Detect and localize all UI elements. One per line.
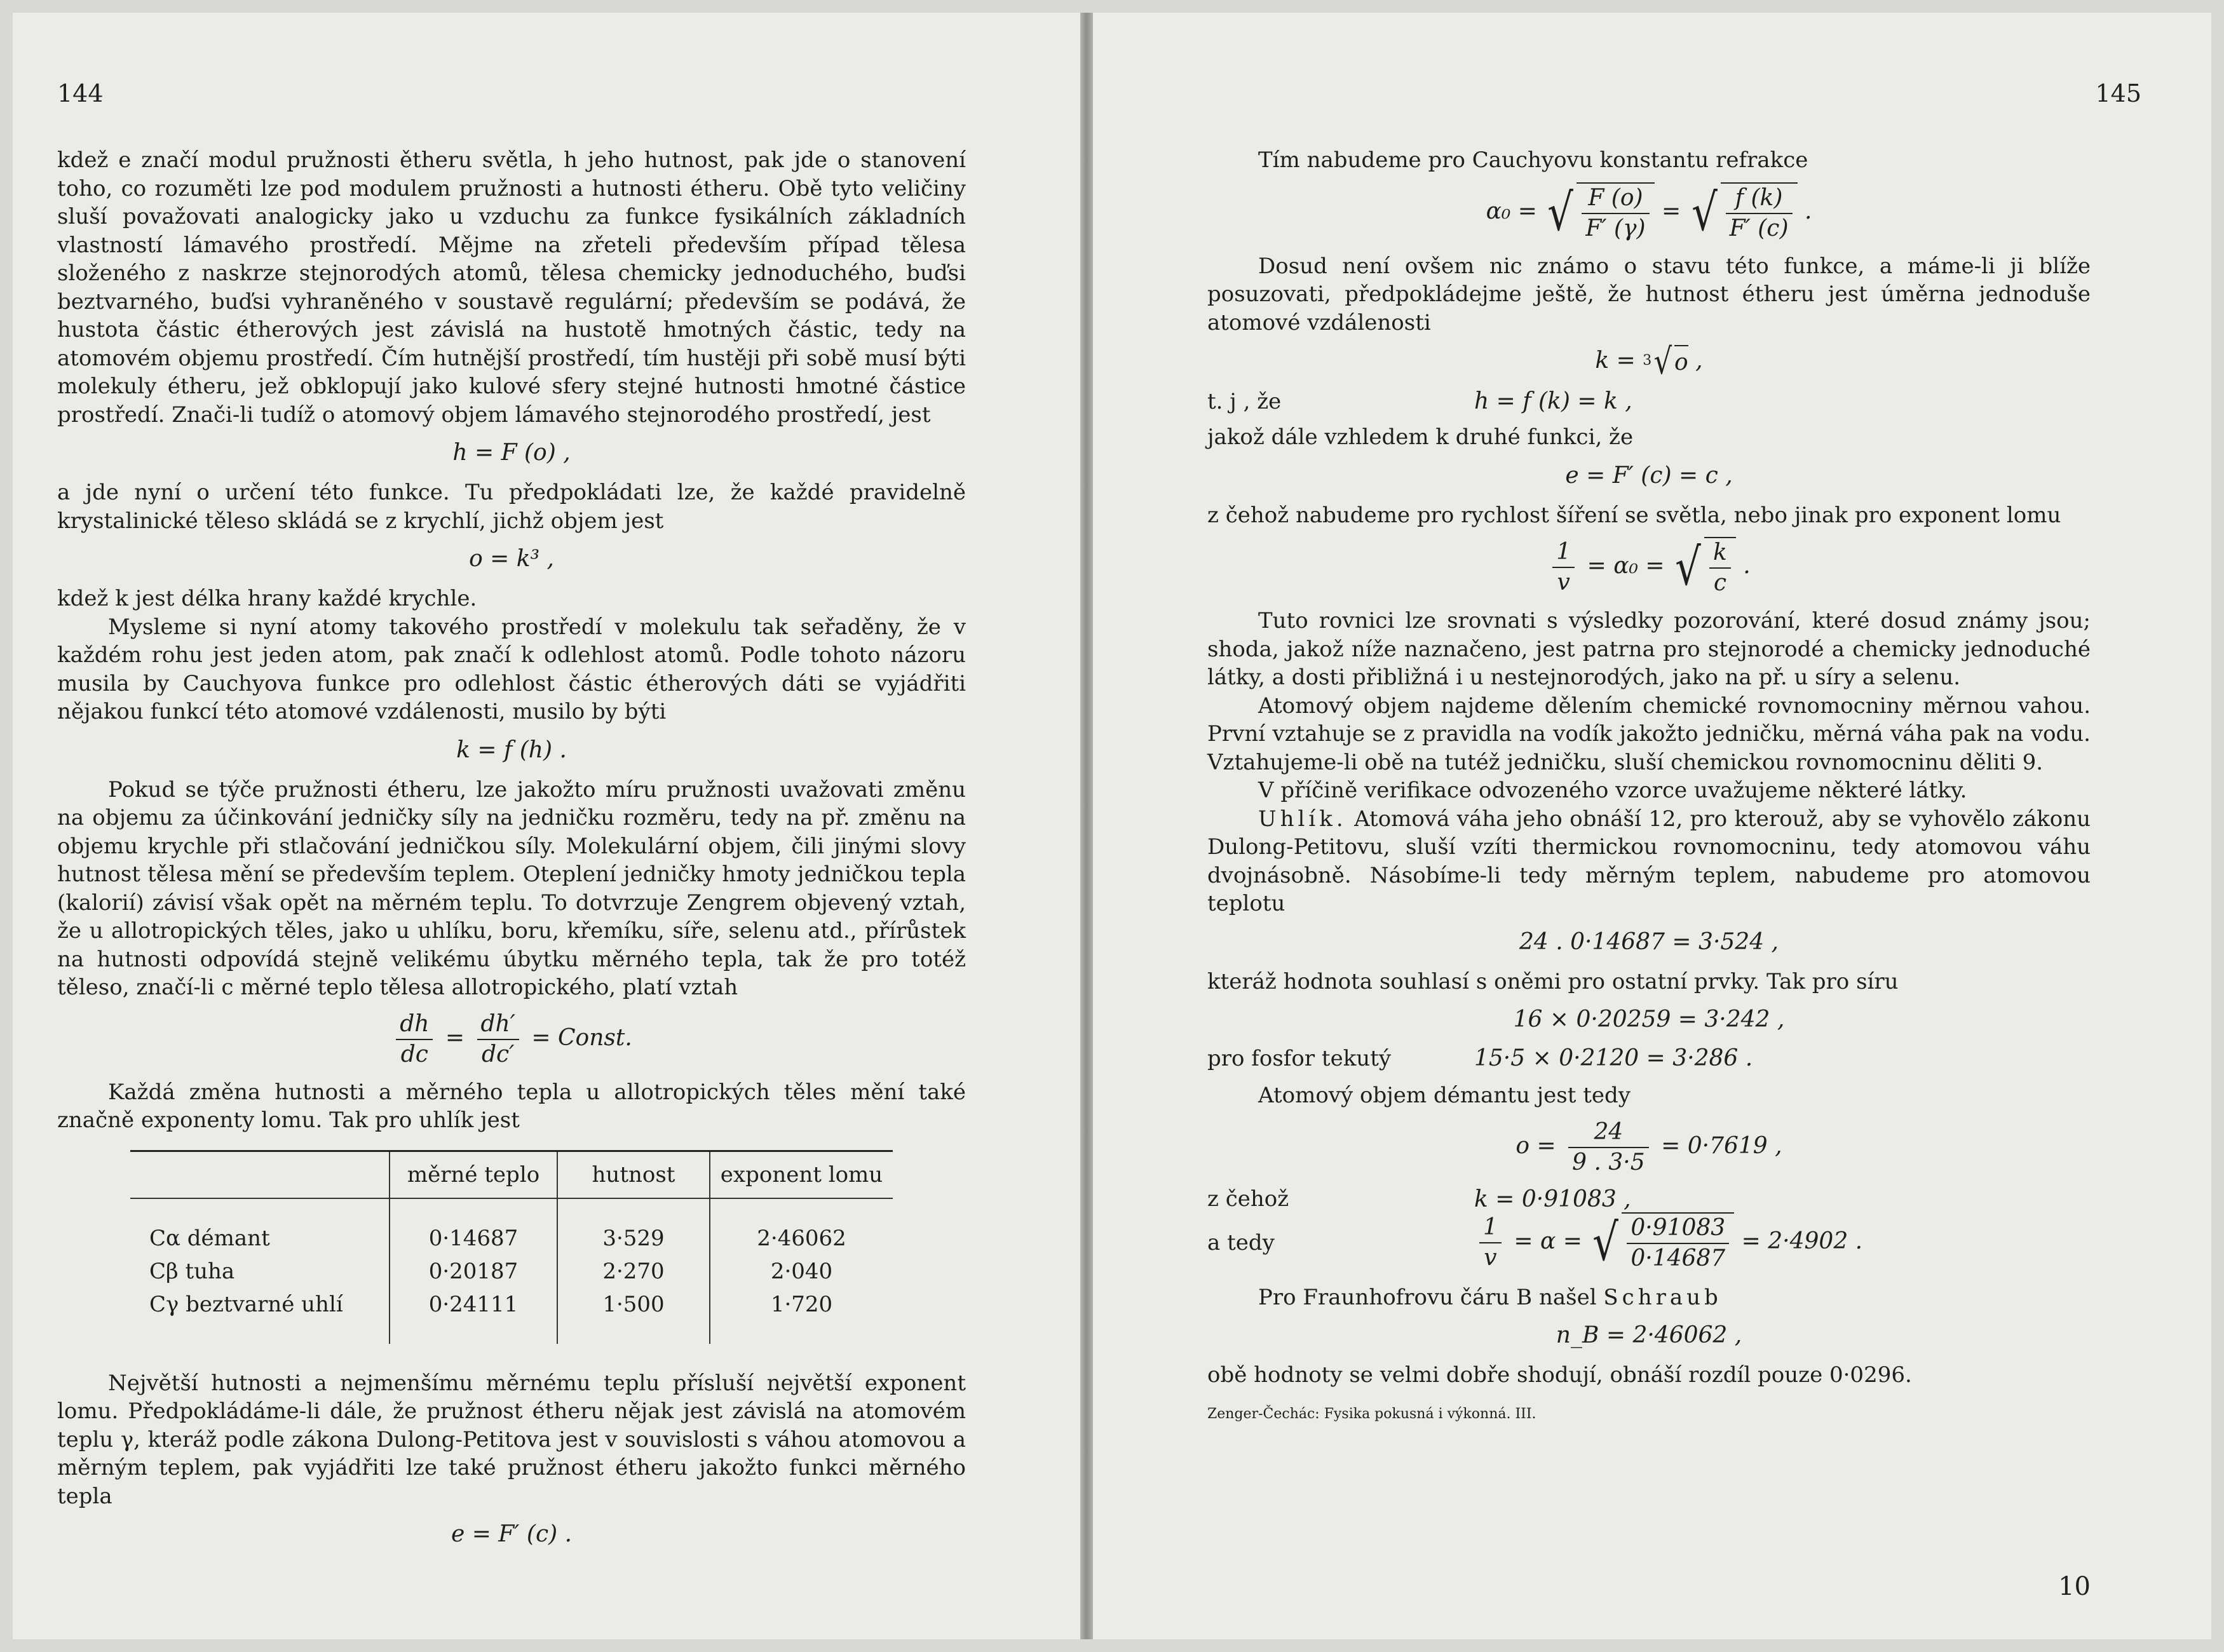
denominator: c	[1713, 570, 1727, 596]
sqrt-sign: √	[1691, 182, 1718, 242]
paragraph: V příčině verifikace odvozeného vzorce uvažujeme některé látky.	[1258, 778, 1967, 803]
right-page-content	[1207, 146, 2091, 1422]
formula-rhs: = 0·7619 ,	[1661, 1132, 1782, 1159]
sqrt-sign: √	[1675, 538, 1701, 597]
formula-cauchy-constant	[1207, 182, 2091, 243]
sheet-number: 10	[2058, 1572, 2091, 1601]
sqrt-sign: √	[1547, 182, 1574, 242]
formula-lhs: k =	[1595, 348, 1636, 374]
formula-cube-root	[1207, 341, 2091, 383]
denominator: 9 . 3·5	[1572, 1149, 1645, 1175]
formula-lhs: α₀ =	[1486, 198, 1537, 224]
formula: o = k³ ,	[469, 546, 554, 572]
carbon-table	[130, 1150, 893, 1344]
formula-row	[1207, 1045, 2091, 1071]
numerator: 0·91083	[1627, 1214, 1729, 1244]
formula-label: pro fosfor tekutý	[1207, 1045, 1392, 1071]
formula-ratio: $\frac{dh}{dc}$ = $\frac{dh'}{dc'}$ = Const.	[57, 1010, 966, 1069]
table-header	[130, 1151, 390, 1198]
formula-rhs: = Const.	[531, 1024, 632, 1051]
denominator: 0·14687	[1631, 1245, 1726, 1271]
formula-end: ,	[1695, 348, 1703, 374]
paragraph: obě hodnoty se velmi dobře shodují, obnáší rozdíl pouze 0·0296.	[1207, 1362, 1912, 1388]
formula: 16 × 0·20259 = 3·242 ,	[1513, 1006, 1785, 1032]
book-gutter	[1080, 13, 1093, 1639]
paragraph	[1207, 805, 2091, 918]
formula-label: t. j , že	[1207, 388, 1282, 414]
numerator: 1	[1552, 538, 1575, 568]
table-cell: 0·14687	[390, 1198, 557, 1255]
formula: e = F′ (c) .	[451, 1521, 573, 1547]
page-number: 145	[2095, 79, 2141, 107]
formula-row	[1207, 1212, 2091, 1273]
numerator: f (k)	[1726, 184, 1793, 214]
table-cell: 1·500	[557, 1288, 710, 1344]
formula: n_B = 2·46062 ,	[1556, 1322, 1742, 1348]
paragraph: Každá změna hutnosti a měrného tepla u allotropických těles mění také značně exponenty lomu. Tak pro uhlík jest	[57, 1079, 966, 1133]
author-name: Schraub	[1603, 1284, 1722, 1310]
formula: h = f (k) = k ,	[1474, 388, 1632, 414]
numerator: 1	[1479, 1213, 1502, 1243]
table-header: hutnost	[557, 1151, 710, 1198]
sqrt-sign: √	[1653, 341, 1672, 383]
paragraph: Mysleme si nyní atomy takového prostředí v molekulu tak seřaděny, že v každém rohu jest jeden atom, pak značí k odlehlost atomů. Podle tohoto názoru musila by Cauchyova funkce pro odlehlost částic étherových dáti se vyjádřiti nějakou funkcí této atomové vzdálenosti, musilo by býti	[57, 614, 966, 724]
denominator: v	[1484, 1244, 1497, 1271]
formula-row	[1207, 1186, 2091, 1212]
denominator: v	[1557, 569, 1570, 595]
sqrt-sign: √	[1592, 1213, 1619, 1272]
denominator: dc′	[482, 1041, 515, 1067]
paragraph: Pokud se týče pružnosti étheru, lze jakožto míru pružnosti uvažovati změnu na objemu za účinkování jedničky síly na jedničku rozměru, tedy na př. změnu na objemu krychle při stlačování jedničkou síly. Molekulární objem, čili jinými slovy hutnost tělesa mění se především teplem. Oteplení jedničky hmoty jedničkou tepla (kalorií) závisí však opět na měrném teplu. To dotvrzuje Zengrem objevený vztah, že u allotropických těles, jako u uhlíku, boru, křemíku, síře, selenu atd., přírůstek na hutnosti odpovídá stejně velikému úbytku měrného tepla, tak že pro totéž těleso, značí-li c měrné teplo tělesa allotropického, platí vztah	[57, 776, 966, 1000]
formula-end: .	[1743, 553, 1751, 579]
table-cell: Cγ beztvarné uhlí	[149, 1291, 343, 1317]
table-header: měrné teplo	[390, 1151, 557, 1198]
formula-mid: = α₀ =	[1587, 553, 1665, 579]
paragraph: Tuto rovnici lze srovnati s výsledky pozorování, které dosud známy jsou; shoda, jakož níže naznačeno, jest patrna pro stejnorodé a chemicky jednoduché látky, a dosti přibližná i u nestejnorodých, jako na př. u síry a selenu.	[1207, 608, 2091, 690]
paragraph: Atomový objem najdeme dělením chemické rovnomocniny měrnou vahou. První vztahuje se z pravidla na vodík jakožto jedničku, měrná váha pak na vodu. Vztahujeme-li obě na tutéž jedničku, sluší chemickou rovnomocninu děliti 9.	[1207, 693, 2091, 775]
table-cell: 3·529	[557, 1198, 710, 1255]
paragraph: jakož dále vzhledem k druhé funkci, že	[1207, 424, 1634, 450]
table-cell: 2·040	[710, 1255, 893, 1288]
paragraph: z čehož nabudeme pro rychlost šíření se světla, nebo jinak pro exponent lomu	[1207, 502, 2061, 528]
paragraph	[1207, 1283, 2091, 1312]
paragraph: kdež e značí modul pružnosti ětheru světla, h jeho hutnost, pak jde o stanovení toho, co rozuměti lze pod modulem pružnosti a hutnosti étheru. Obě tyto veličiny sluší považovati analogicky jako u vzduchu za funkce fysikálních základních vlastností lámavého prostředí. Mějme na zřeteli především případ tělesa složeného z naskrze stejnorodých atomů, tělesa chemicky jednoduchého, buďsi beztvarného, buďsi vyhraněného v soustavě regulární; především se podává, že hustota částic étherových jest závislá na hustotě hmotných částic, tedy na atomovém objemu prostředí. Čím hutnější prostředí, tím hustěji při sobě musí býti molekuly étheru, jež obklopují jako kulové sfery stejné hutnosti hmotné částice prostředí. Znači-li tudíž o atomový objem lámavého stejnorodého prostředí, jest	[57, 147, 966, 428]
table-cell: 0·24111	[390, 1288, 557, 1344]
formula-exponent	[1207, 537, 2091, 598]
numerator: dh	[396, 1010, 433, 1040]
formula: 15·5 × 0·2120 = 3·286 .	[1474, 1045, 1753, 1071]
denominator: F′ (c)	[1729, 215, 1789, 241]
left-page	[13, 13, 1080, 1639]
formula-row	[1207, 388, 2091, 414]
table-cell: 2·46062	[710, 1198, 893, 1255]
formula-atomic-volume	[1207, 1118, 2091, 1177]
formula-end: .	[1804, 198, 1812, 224]
paragraph-text: Pro Fraunhofrovu čáru B našel	[1258, 1284, 1597, 1310]
table-row	[130, 1198, 893, 1255]
formula-mid: = α =	[1514, 1228, 1582, 1254]
root-index: 3	[1643, 353, 1652, 369]
table-cell: Cβ tuha	[149, 1258, 235, 1284]
right-page	[1093, 13, 2211, 1639]
denominator: F′ (γ)	[1585, 215, 1646, 241]
formula: h = F (o) ,	[452, 440, 571, 466]
radicand: o	[1674, 345, 1688, 379]
table-cell: Cα démant	[149, 1225, 270, 1251]
formula-result	[1474, 1212, 2091, 1273]
denominator: dc	[400, 1041, 428, 1067]
paragraph-text: Atomová váha jeho obnáší 12, pro kterouž, aby se vyhovělo zákonu Dulong-Petitovu, sluší vzíti thermickou rovnomocninu, tedy atomovou váhu dvojnásobně. Násobíme-li tedy měrným teplem, nabudeme pro atomovou teplotu	[1207, 806, 2091, 916]
paragraph: Největší hutnosti a nejmenšímu měrnému teplu přísluší největší exponent lomu. Předpokládáme-li dále, že pružnost étheru nějak jest závislá na atomovém teplu γ, kteráž podle zákona Dulong-Petitova jest v souvislosti s váhou atomovou a měrným teplem, pak vyjádřiti lze také pružnost étheru jakožto funkci měrného tepla	[57, 1370, 966, 1509]
formula: e = F′ (c) = c ,	[1565, 462, 1733, 489]
paragraph: kdež k jest délka hrany každé krychle.	[57, 586, 477, 611]
table-row	[130, 1288, 893, 1344]
formula-rhs: = 2·4902 .	[1741, 1228, 1863, 1254]
formula: k = f (h) .	[456, 736, 567, 763]
formula: k = 0·91083 ,	[1474, 1186, 1631, 1212]
paragraph: Atomový objem démantu jest tedy	[1258, 1083, 1631, 1108]
paragraph: kteráž hodnota souhlasí s oněmi pro ostatní prvky. Tak pro síru	[1207, 968, 1899, 994]
formula-label: a tedy	[1207, 1229, 1275, 1256]
numerator: dh′	[477, 1010, 519, 1040]
table-cell: 2·270	[557, 1255, 710, 1288]
table-header: exponent lomu	[710, 1151, 893, 1198]
page-number: 144	[57, 79, 104, 107]
table-header-row	[130, 1151, 893, 1198]
table-cell: 0·20187	[390, 1255, 557, 1288]
page-footer: Zenger-Čechác: Fysika pokusná i výkonná. III.	[1207, 1405, 1536, 1422]
numerator: k	[1709, 538, 1731, 569]
formula-label: z čehož	[1207, 1186, 1289, 1212]
left-page-content	[57, 146, 966, 1560]
paragraph: a jde nyní o určení této funkce. Tu předpokládati lze, že každé pravidelně krystalinické těleso skládá se z krychlí, jichž objem jest	[57, 480, 966, 534]
paragraph: Tím nabudeme pro Cauchyovu konstantu refrakce	[1258, 147, 1808, 173]
table-cell: 1·720	[710, 1288, 893, 1344]
formula: 24 . 0·14687 = 3·524 ,	[1519, 928, 1779, 955]
table-row	[130, 1255, 893, 1288]
formula-lhs: o =	[1515, 1132, 1556, 1159]
paragraph: Dosud není ovšem nic známo o stavu této funkce, a máme-li ji blíže posuzovati, předpokládejme ještě, že hutnost étheru jest úměrna jednoduše atomové vzdálenosti	[1207, 253, 2091, 335]
lead-term: Uhlík.	[1258, 806, 1347, 832]
numerator: 24	[1568, 1118, 1649, 1148]
numerator: F (o)	[1582, 184, 1649, 214]
equals-sign: =	[1662, 198, 1681, 224]
